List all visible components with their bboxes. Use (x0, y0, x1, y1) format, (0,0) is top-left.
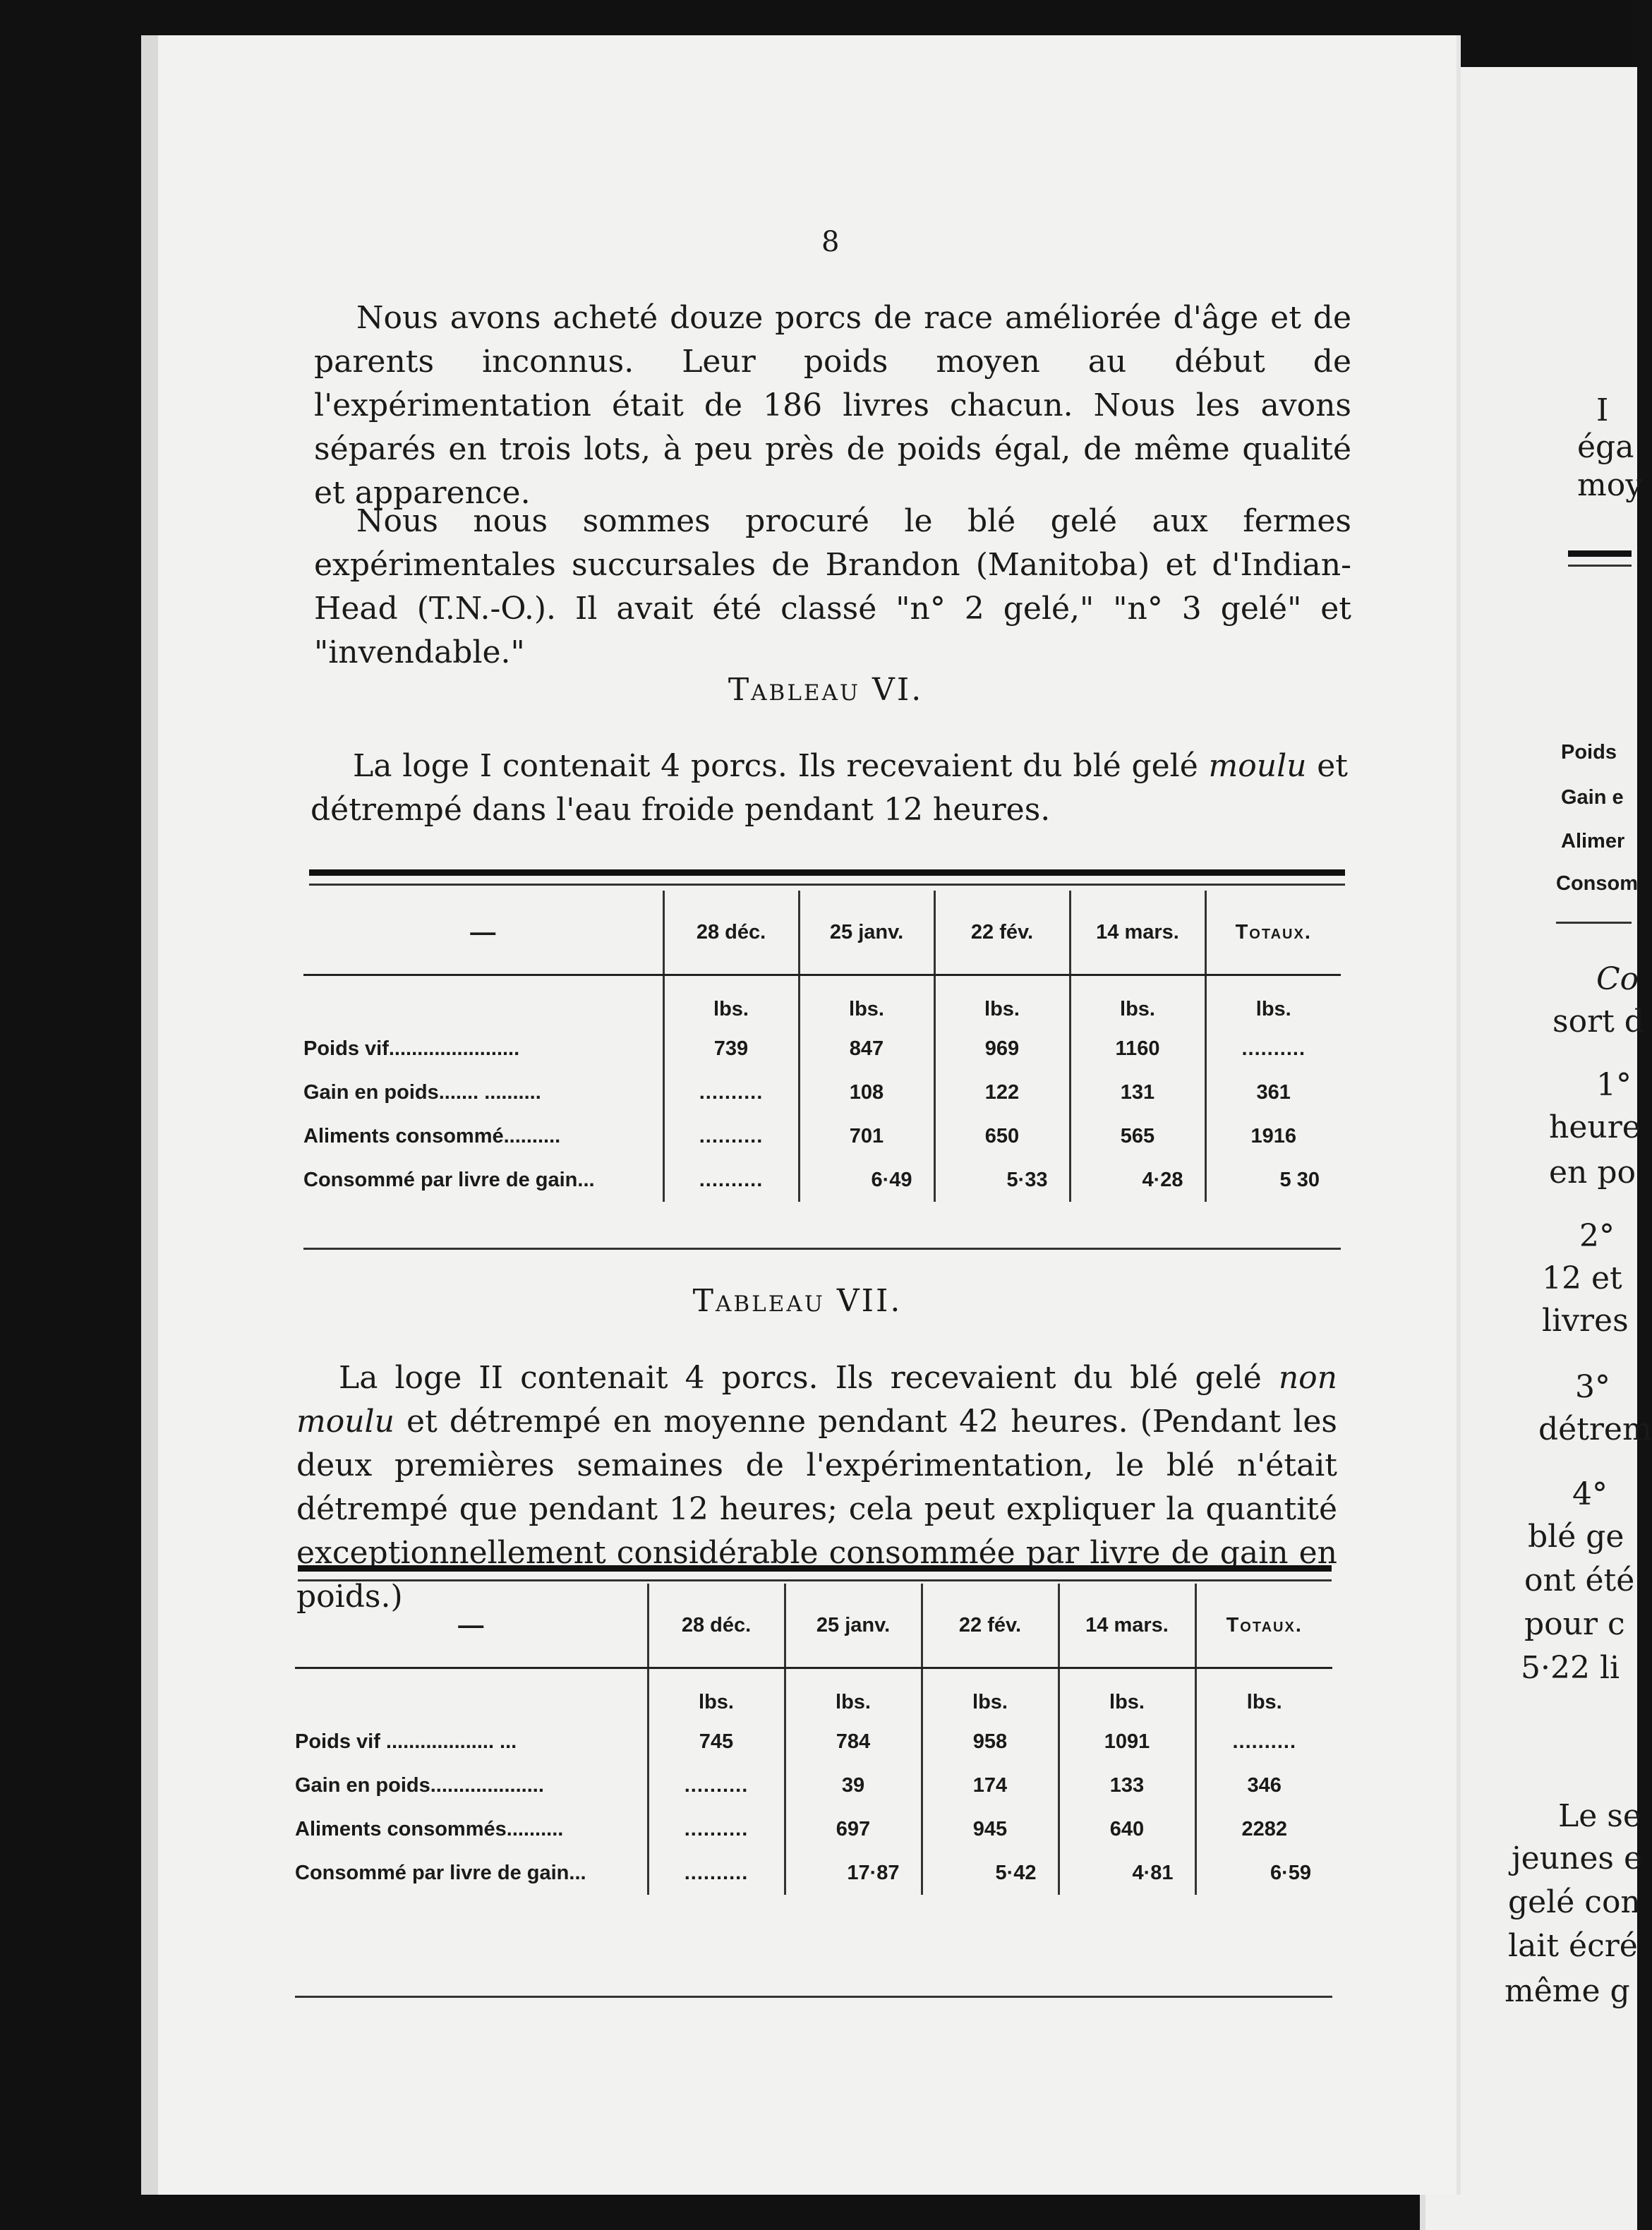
right-page-line: même g (1505, 1973, 1630, 2009)
table-7-col-5: Totaux. (1195, 1584, 1332, 1668)
table-row (295, 1807, 1332, 1851)
table-6-col-3: 22 fév. (934, 891, 1070, 975)
right-page-table-label: Gain e (1561, 786, 1624, 809)
row-label: Poids vif....................... (303, 1037, 520, 1060)
row-label: Poids vif ................... ... (295, 1730, 517, 1753)
cell: 346 (1195, 1764, 1332, 1807)
table-row (303, 1114, 1341, 1158)
cell: .......... (663, 1114, 799, 1158)
right-page-line: détrem (1538, 1411, 1652, 1447)
table-6-unit-blank (303, 975, 663, 1027)
right-page-line: lait écré (1508, 1928, 1638, 1964)
table-6-top-rule-thin (309, 884, 1345, 886)
paragraph-2 (314, 500, 1351, 675)
cell: 5 30 (1205, 1158, 1341, 1202)
right-page-line: Co (1596, 961, 1639, 997)
cell: .......... (663, 1071, 799, 1114)
table-row (295, 1764, 1332, 1807)
cell: 5·42 (922, 1851, 1059, 1895)
cell: 122 (934, 1071, 1070, 1114)
cell: 1916 (1205, 1114, 1341, 1158)
table-7-col-0: — (295, 1584, 648, 1668)
cell: 640 (1059, 1807, 1195, 1851)
cell: 739 (663, 1027, 799, 1071)
right-page-line: jeunes e (1512, 1840, 1643, 1876)
row-label: Consommé par livre de gain... (295, 1861, 586, 1884)
row-label: Gain en poids....... .......... (303, 1080, 541, 1104)
row-label: Aliments consommés.......... (295, 1817, 564, 1840)
table-7-top-rule-thin (298, 1579, 1332, 1581)
cell: 2282 (1195, 1807, 1332, 1851)
right-page-line: livres (1542, 1303, 1629, 1339)
table-6-col-0: — (303, 891, 663, 975)
table-7-intro-end: et détrempé en moyenne pendant 42 heures. (Pendant les deux premières semaines de l'expérimentation, le blé n'était détrempé que pendant 12 heures; cela peut expliquer la quantité exceptionnellement considérable consommée par livre de gain en poids.) (296, 1404, 1337, 1615)
table-6-unit: lbs. (934, 975, 1070, 1027)
cell: 945 (922, 1807, 1059, 1851)
table-7-unit: lbs. (1059, 1668, 1195, 1720)
table-6-col-5: Totaux. (1205, 891, 1341, 975)
cell: 131 (1070, 1071, 1205, 1114)
cell: 6·59 (1195, 1851, 1332, 1895)
table-6-intro-text: La loge I contenait 4 porcs. Ils recevaient du blé gelé (353, 748, 1209, 784)
table-6-intro-italic: moulu (1208, 748, 1307, 784)
right-page-line: I (1596, 392, 1609, 428)
table-6-top-rule (309, 869, 1345, 876)
table-7-unit: lbs. (785, 1668, 922, 1720)
table-6-col-1: 28 déc. (663, 891, 799, 975)
table-7-col-2: 25 janv. (785, 1584, 922, 1668)
cell: 1160 (1070, 1027, 1205, 1071)
table-7-unit-row (295, 1668, 1332, 1720)
cell: 650 (934, 1114, 1070, 1158)
right-page-line: 2° (1579, 1218, 1615, 1254)
right-page-table-label: Alimer (1561, 830, 1625, 852)
table-7-unit-blank (295, 1668, 648, 1720)
cell: 4·28 (1070, 1158, 1205, 1202)
cell: .......... (1195, 1720, 1332, 1764)
table-6-col-2: 25 janv. (799, 891, 934, 975)
table-7-col-3: 22 fév. (922, 1584, 1059, 1668)
table-6-intro (310, 745, 1348, 832)
table-7-intro-text: La loge II contenait 4 porcs. Ils recevaient du blé gelé (339, 1360, 1279, 1396)
right-page-line: éga (1577, 429, 1634, 465)
table-6-unit: lbs. (1070, 975, 1205, 1027)
cell: 701 (799, 1114, 934, 1158)
cell: .......... (648, 1807, 785, 1851)
table-7-header-row (295, 1584, 1332, 1668)
cell: .......... (648, 1851, 785, 1895)
cell: 565 (1070, 1114, 1205, 1158)
table-6-col-4: 14 mars. (1070, 891, 1205, 975)
cell: 174 (922, 1764, 1059, 1807)
cell: .......... (648, 1764, 785, 1807)
right-page-line: moy (1577, 467, 1644, 503)
table-7-unit: lbs. (922, 1668, 1059, 1720)
table-7-col-4: 14 mars. (1059, 1584, 1195, 1668)
cell: .......... (663, 1158, 799, 1202)
cell: 697 (785, 1807, 922, 1851)
cell: 784 (785, 1720, 922, 1764)
table-7-unit: lbs. (1195, 1668, 1332, 1720)
cell: 958 (922, 1720, 1059, 1764)
table-6-unit: lbs. (799, 975, 934, 1027)
paragraph-1 (314, 296, 1351, 515)
right-page-line: en po (1549, 1155, 1636, 1191)
cell: 17·87 (785, 1851, 922, 1895)
right-page-line: gelé con (1508, 1884, 1641, 1920)
cell: 847 (799, 1027, 934, 1071)
table-6-unit: lbs. (1205, 975, 1341, 1027)
table-7-bottom-rule (295, 1996, 1332, 1998)
table-7-intro-italic: non moulu (296, 1360, 1337, 1440)
cell: 1091 (1059, 1720, 1195, 1764)
paragraph-1-text: Nous avons acheté douze porcs de race améliorée d'âge et de parents inconnus. Leur poids moyen au début de l'expérimentation était de 186 livres chacun. Nous les avons séparés en trois lots, à peu près de poids égal, de même qualité et apparence. (314, 300, 1351, 511)
table-6-intro-end: et détrempé dans l'eau froide pendant 12 heures. (310, 748, 1348, 828)
table-row (303, 1071, 1341, 1114)
right-page-line: 12 et (1542, 1260, 1622, 1296)
right-page-line: 1° (1596, 1067, 1632, 1103)
table-6-caption: Tableau VI. (728, 672, 924, 708)
table-row (303, 1158, 1341, 1202)
right-page-table-label: Poids (1561, 741, 1617, 764)
right-page-line: 4° (1572, 1476, 1608, 1512)
right-page-line: blé ge (1528, 1519, 1624, 1555)
cell: 6·49 (799, 1158, 934, 1202)
table-6-header-row (303, 891, 1341, 975)
table-row (295, 1851, 1332, 1895)
row-label: Consommé par livre de gain... (303, 1168, 595, 1191)
table-7-col-1: 28 déc. (648, 1584, 785, 1668)
table-6 (303, 891, 1341, 1202)
row-label: Aliments consommé.......... (303, 1124, 561, 1147)
right-page-rule (1568, 550, 1632, 557)
table-7-caption: Tableau VII. (692, 1283, 903, 1319)
right-page-line: sort d (1552, 1004, 1644, 1039)
right-page-line: heure (1549, 1109, 1641, 1145)
cell: 133 (1059, 1764, 1195, 1807)
table-7-top-rule (298, 1565, 1332, 1572)
row-label: Gain en poids.................... (295, 1773, 544, 1797)
right-page-line: ont été (1524, 1562, 1635, 1598)
right-page-line: 3° (1575, 1369, 1610, 1405)
cell: 361 (1205, 1071, 1341, 1114)
cell: 745 (648, 1720, 785, 1764)
cell: 5·33 (934, 1158, 1070, 1202)
cell: 969 (934, 1027, 1070, 1071)
table-7 (295, 1584, 1332, 1895)
right-page-rule-thin (1568, 565, 1632, 567)
right-page-table-rule (1556, 922, 1632, 924)
right-page-line: Le se (1558, 1798, 1641, 1834)
table-row (303, 1027, 1341, 1071)
table-6-unit: lbs. (663, 975, 799, 1027)
right-page-table-label: Consom (1556, 872, 1638, 895)
cell: .......... (1205, 1027, 1341, 1071)
page-number: 8 (821, 226, 840, 258)
right-page-line: 5·22 li (1521, 1650, 1620, 1686)
cell: 39 (785, 1764, 922, 1807)
table-row (295, 1720, 1332, 1764)
cell: 108 (799, 1071, 934, 1114)
table-6-bottom-rule (303, 1248, 1341, 1250)
right-page-line: pour c (1524, 1606, 1625, 1642)
cell: 4·81 (1059, 1851, 1195, 1895)
table-6-unit-row (303, 975, 1341, 1027)
paragraph-2-text: Nous nous sommes procuré le blé gelé aux fermes expérimentales succursales de Brandon (Manitoba) et d'Indian-Head (T.N.-O.). Il avait été classé "n° 2 gelé," "n° 3 gelé" et "invendable." (314, 503, 1351, 670)
table-7-unit: lbs. (648, 1668, 785, 1720)
